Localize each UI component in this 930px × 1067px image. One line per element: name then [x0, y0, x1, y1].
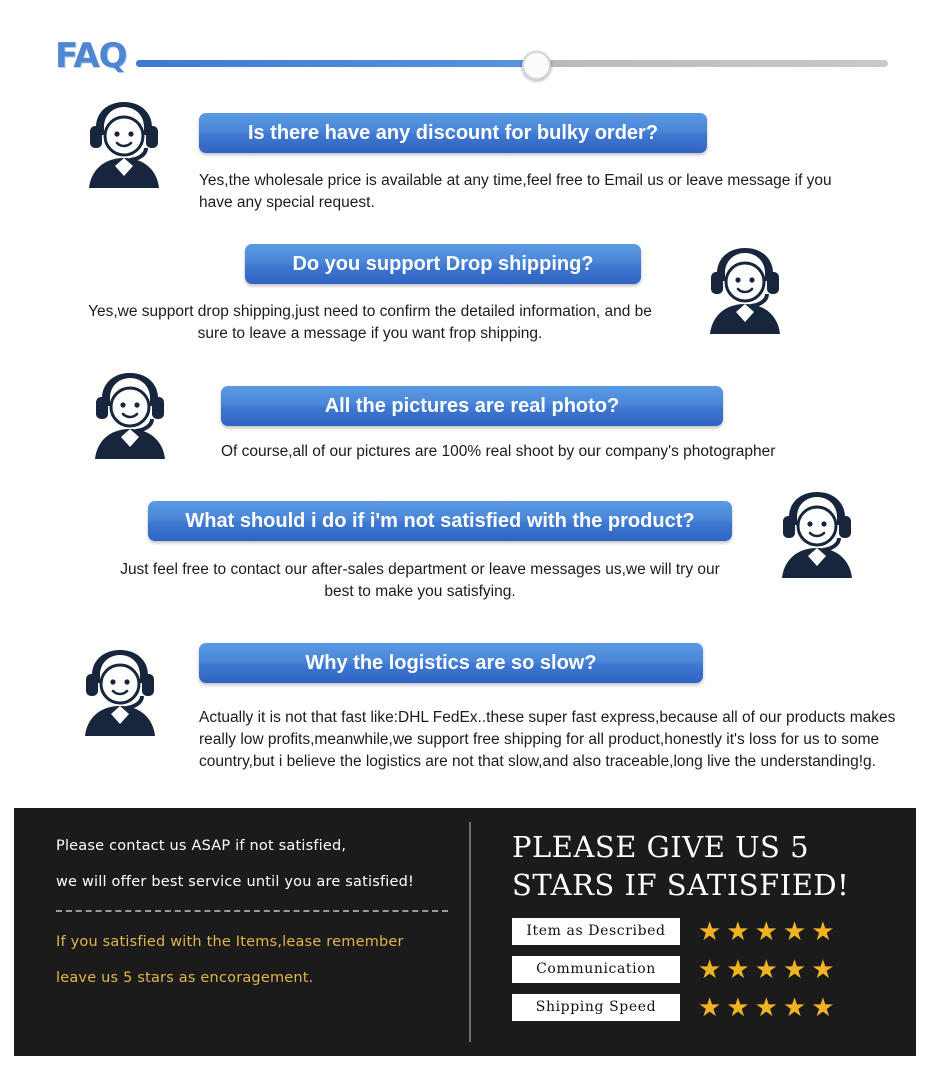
faq-answer: Yes,the wholesale price is available at any time,feel free to Email us or leave message if you have any special request.: [199, 172, 832, 211]
review-line-1: If you satisfied with the Items,lease remember: [56, 934, 404, 950]
rating-label: Shipping Speed: [512, 994, 680, 1021]
faq-question[interactable]: Is there have any discount for bulky order?: [199, 113, 707, 153]
contact-line-1: Please contact us ASAP if not satisfied,: [56, 838, 347, 854]
stars-headline: [512, 828, 902, 904]
review-line-2: leave us 5 stars as encoragement.: [56, 970, 314, 986]
support-agent-icon: [68, 640, 172, 752]
faq-question[interactable]: All the pictures are real photo?: [221, 386, 723, 426]
faq-question[interactable]: What should i do if i'm not satisfied with the product?: [148, 501, 732, 541]
stars-headline-line-2: STARS IF SATISFIED!: [512, 868, 850, 902]
page-title: FAQ: [55, 36, 127, 76]
rating-row: [512, 918, 902, 945]
faq-answer: Of course,all of our pictures are 100% real shoot by our company's photographer: [221, 443, 776, 460]
stars-headline-line-1: PLEASE GIVE US 5: [512, 830, 810, 864]
panel-right-column: [512, 828, 902, 1032]
rating-row: [512, 956, 902, 983]
header-slider-fill: [136, 60, 536, 67]
support-agent-icon: [72, 92, 176, 204]
panel-divider: [469, 822, 471, 1042]
support-agent-icon: [693, 238, 797, 350]
star-rating-icons: ★★★★★: [698, 916, 840, 946]
support-agent-icon: [78, 363, 182, 475]
rating-label: Communication: [512, 956, 680, 983]
contact-line-2: we will offer best service until you are satisfied!: [56, 874, 415, 890]
faq-answer: Actually it is not that fast like:DHL FedEx..these super fast express,because all of our products makes really low profits,meanwhile,we support free shipping for all product,honestly it's loss for us to some country,but i believe the logistics are not that slow,and also traceable,long live the understanding!g.: [199, 709, 896, 770]
dashed-divider: [56, 910, 448, 912]
rating-row: [512, 994, 902, 1021]
header-slider-knob[interactable]: [522, 51, 551, 80]
satisfaction-panel: [14, 808, 916, 1056]
rating-label: Item as Described: [512, 918, 680, 945]
faq-answer: Just feel free to contact our after-sales department or leave messages us,we will try our best to make you satisfying.: [120, 561, 720, 600]
faq-header: [0, 14, 930, 80]
faq-question[interactable]: Why the logistics are so slow?: [199, 643, 703, 683]
star-rating-icons: ★★★★★: [698, 992, 840, 1022]
panel-left-column: [56, 838, 456, 1006]
support-agent-icon: [765, 482, 869, 594]
faq-question[interactable]: Do you support Drop shipping?: [245, 244, 641, 284]
star-rating-icons: ★★★★★: [698, 954, 840, 984]
faq-answer: Yes,we support drop shipping,just need to confirm the detailed information, and be sure to leave a message if you want frop shipping.: [88, 303, 652, 342]
